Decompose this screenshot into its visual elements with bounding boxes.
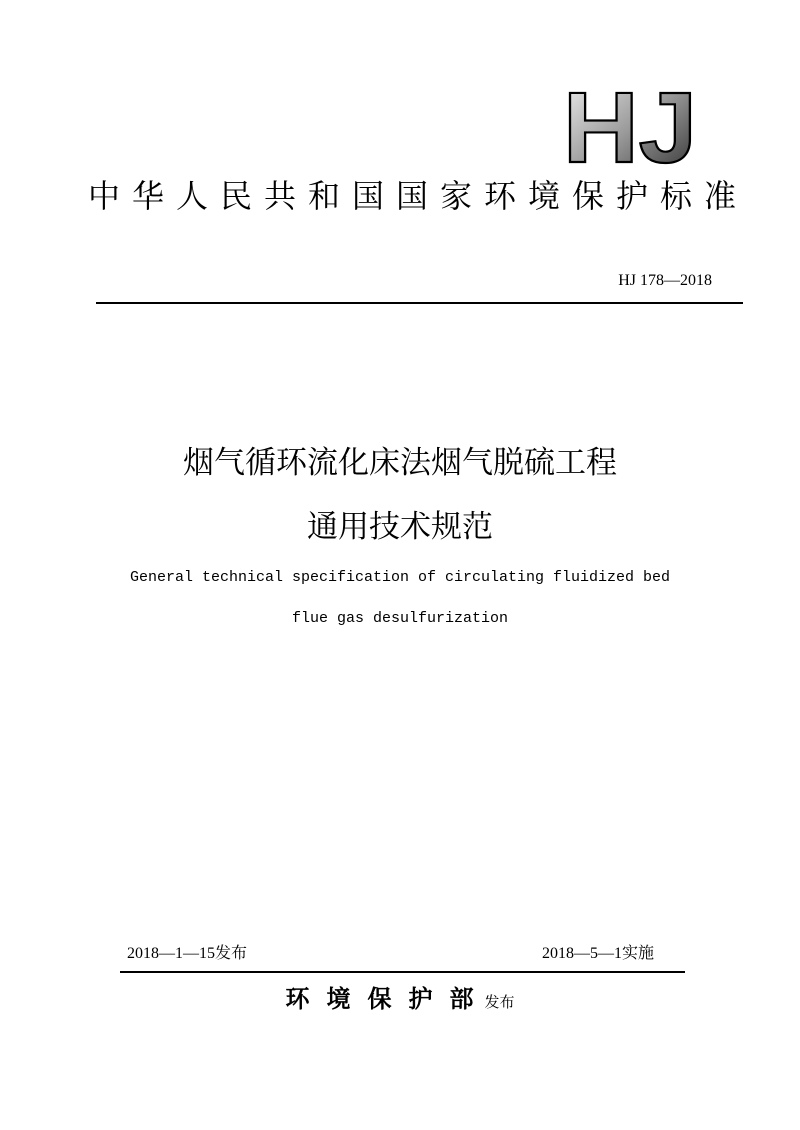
issued-label: 发布 bbox=[484, 993, 515, 1011]
title-chinese-line2: 通用技术规范 bbox=[307, 509, 493, 545]
hj-logo-text: HJ bbox=[563, 84, 697, 168]
issuer-name: 环境保护部 bbox=[285, 984, 491, 1013]
hj-logo bbox=[562, 84, 702, 168]
header-divider bbox=[96, 302, 743, 304]
issue-date: 2018—1—15发布 bbox=[127, 945, 248, 962]
title-english-line1: General technical specification of circulating fluidized bed bbox=[129, 569, 671, 586]
implementation-date: 2018—5—1实施 bbox=[541, 945, 654, 962]
standard-number: HJ 178—2018 bbox=[618, 272, 712, 289]
issuer-line bbox=[0, 983, 800, 1018]
title-english-line2: flue gas desulfurization bbox=[291, 610, 509, 627]
standard-type-heading: 中华人民共和国国家环境保护标准 bbox=[88, 177, 749, 215]
title-chinese-line1: 烟气循环流化床法烟气脱硫工程 bbox=[183, 445, 617, 481]
footer-divider bbox=[120, 971, 685, 973]
